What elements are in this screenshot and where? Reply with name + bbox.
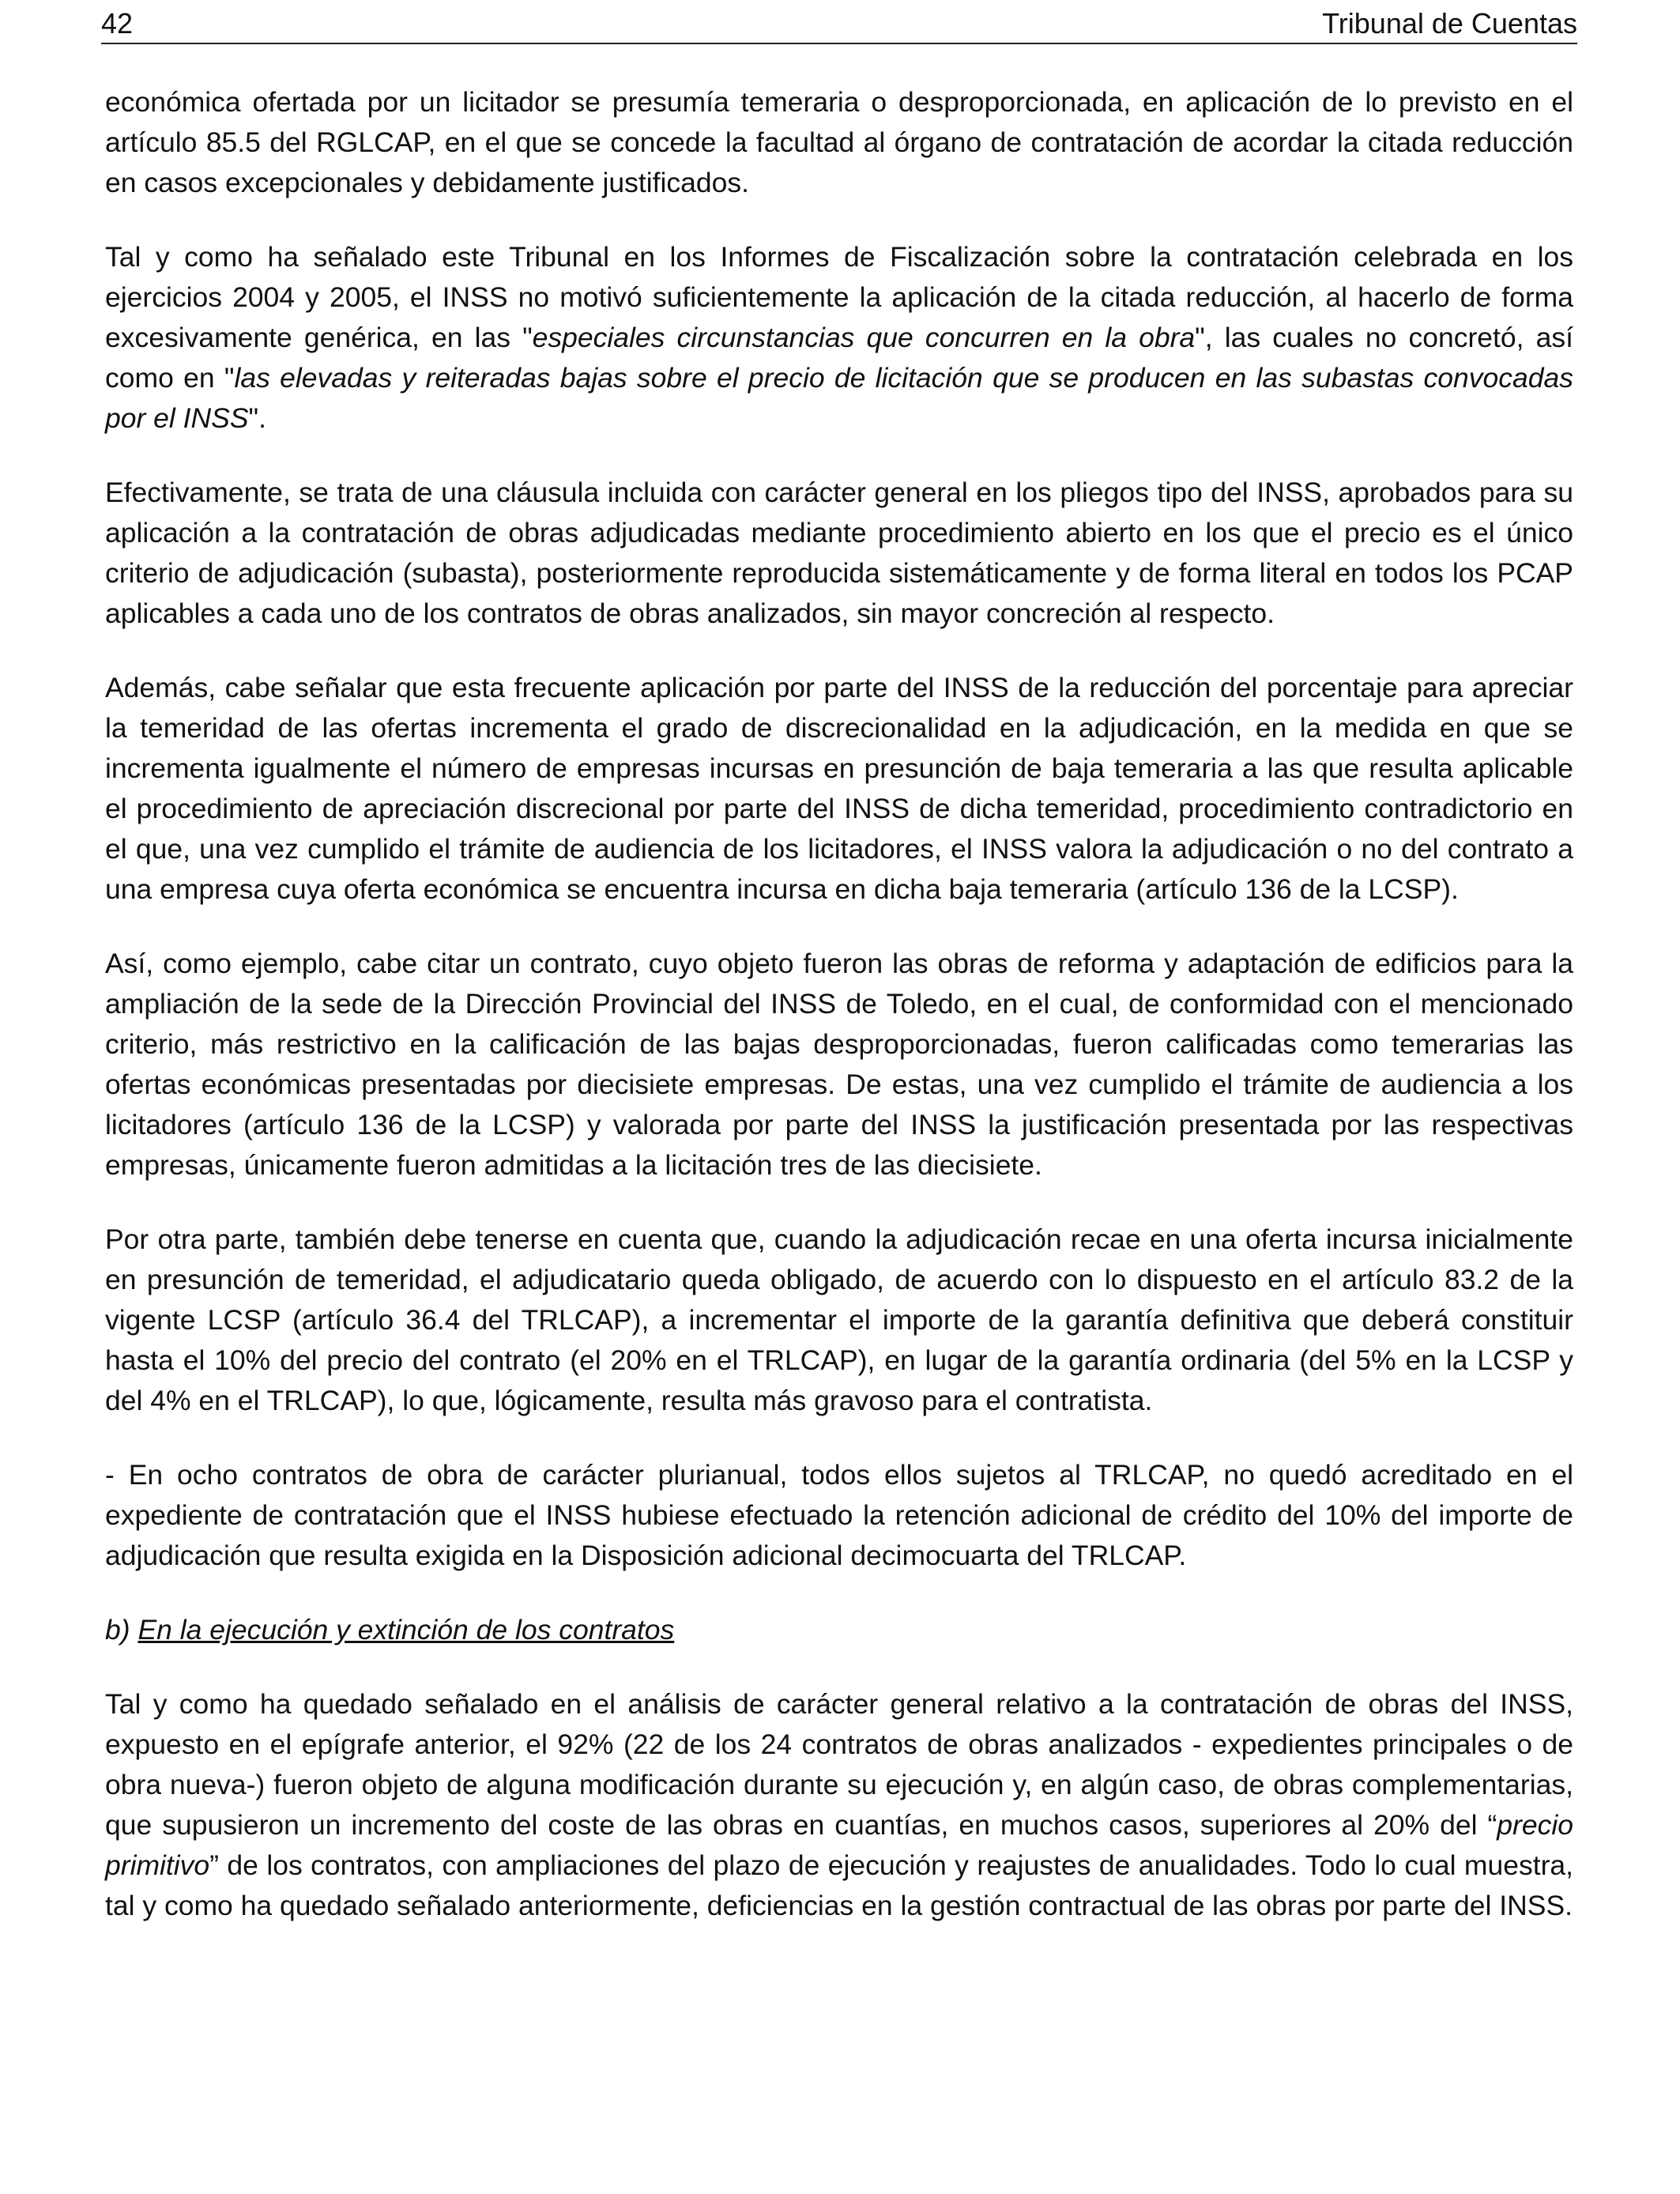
- paragraph-2-text-e: ".: [248, 402, 266, 434]
- paragraph-2-text-a: Tal y como ha señalado este Tribunal en los Informes de Fiscalización sobre la contratación celebrada en los ejercicios 2004 y 2005, el INSS no motivó suficientemente la aplicación de la citada reducción, al hacerlo de forma excesivamente genérica, en las ": [105, 241, 1573, 353]
- paragraph-2-text-c: ", las cuales no concretó, así como en ": [105, 322, 1573, 394]
- section-heading-text: En la ejecución y extinción de los contratos: [137, 1614, 675, 1646]
- paragraph-4: Además, cabe señalar que esta frecuente aplicación por parte del INSS de la reducción del porcentaje para apreciar la temeridad de las ofertas incrementa el grado de discrecionalidad en la adjudicación, en la medida en que se incrementa igualmente el número de empresas incursas en presunción de baja temeraria a las que resulta aplicable el procedimiento de apreciación discrecional por parte del INSS de dicha temeridad, procedimiento contradictorio en el que, una vez cumplido el trámite de audiencia de los licitadores, el INSS valora la adjudicación o no del contrato a una empresa cuya oferta económica se encuentra incursa en dicha baja temeraria (artículo 136 de la LCSP).: [105, 672, 1573, 905]
- paragraph-7: - En ocho contratos de obra de carácter plurianual, todos ellos sujetos al TRLCAP, no quedó acreditado en el expediente de contratación que el INSS hubiese efectuado la retención adicional de crédito del 10% del importe de adjudicación que resulta exigida en la Disposición adicional decimocuarta del TRLCAP.: [105, 1459, 1573, 1571]
- page-number: 42: [101, 7, 134, 40]
- paragraph-2: [105, 237, 1573, 439]
- paragraph-2-quote-1: especiales circunstancias que concurren en la obra: [532, 322, 1196, 353]
- paragraph-3: Efectivamente, se trata de una cláusula incluida con carácter general en los pliegos tipo del INSS, aprobados para su aplicación a la contratación de obras adjudicadas mediante procedimiento abierto en los que el precio es el único criterio de adjudicación (subasta), posteriormente reproducida sistemáticamente y de forma literal en todos los PCAP aplicables a cada uno de los contratos de obras analizados, sin mayor concreción al respecto.: [105, 477, 1573, 629]
- paragraph-8: [105, 1684, 1573, 1926]
- page-header: [101, 6, 1577, 44]
- paragraph-1: económica ofertada por un licitador se presumía temeraria o desproporcionada, en aplicación de lo previsto en el artículo 85.5 del RGLCAP, en el que se concede la facultad al órgano de contratación de acordar la citada reducción en casos excepcionales y debidamente justificados.: [105, 86, 1573, 198]
- paragraph-5: Así, como ejemplo, cabe citar un contrato, cuyo objeto fueron las obras de reforma y adaptación de edificios para la ampliación de la sede de la Dirección Provincial del INSS de Toledo, en el cual, de conformidad con el mencionado criterio, más restrictivo en la calificación de las bajas desproporcionadas, fueron calificadas como temerarias las ofertas económicas presentadas por diecisiete empresas. De estas, una vez cumplido el trámite de audiencia a los licitadores (artículo 136 de la LCSP) y valorada por parte del INSS la justificación presentada por las respectivas empresas, únicamente fueron admitidas a la licitación tres de las diecisiete.: [105, 948, 1573, 1181]
- paragraph-8-quote: precio primitivo: [105, 1809, 1573, 1881]
- paragraph-6: Por otra parte, también debe tenerse en cuenta que, cuando la adjudicación recae en una oferta incursa inicialmente en presunción de temeridad, el adjudicatario queda obligado, de acuerdo con lo dispuesto en el artículo 83.2 de la vigente LCSP (artículo 36.4 del TRLCAP), a incrementar el importe de la garantía definitiva que deberá constituir hasta el 10% del precio del contrato (el 20% en el TRLCAP), en lugar de la garantía ordinaria (del 5% en la LCSP y del 4% en el TRLCAP), lo que, lógicamente, resulta más gravoso para el contratista.: [105, 1223, 1573, 1416]
- paragraph-8-text-c: ” de los contratos, con ampliaciones del plazo de ejecución y reajustes de anualidades. Todo lo cual muestra, tal y como ha quedado señalado anteriormente, deficiencias en la gestión contractual de las obras por parte del INSS.: [105, 1849, 1573, 1921]
- page-body: [105, 82, 1573, 1960]
- section-heading-prefix: b): [105, 1614, 138, 1646]
- paragraph-2-quote-2: las elevadas y reiteradas bajas sobre el precio de licitación que se producen en las subastas convocadas por el INSS: [105, 362, 1573, 434]
- section-heading-b: [105, 1610, 1573, 1650]
- header-title: Tribunal de Cuentas: [1322, 7, 1577, 40]
- paragraph-8-text-a: Tal y como ha quedado señalado en el análisis de carácter general relativo a la contratación de obras del INSS, expuesto en el epígrafe anterior, el 92% (22 de los 24 contratos de obras analizados - expedientes principales o de obra nueva-) fueron objeto de alguna modificación durante su ejecución y, en algún caso, de obras complementarias, que supusieron un incremento del coste de las obras en cuantías, en muchos casos, superiores al 20% del “: [105, 1688, 1573, 1841]
